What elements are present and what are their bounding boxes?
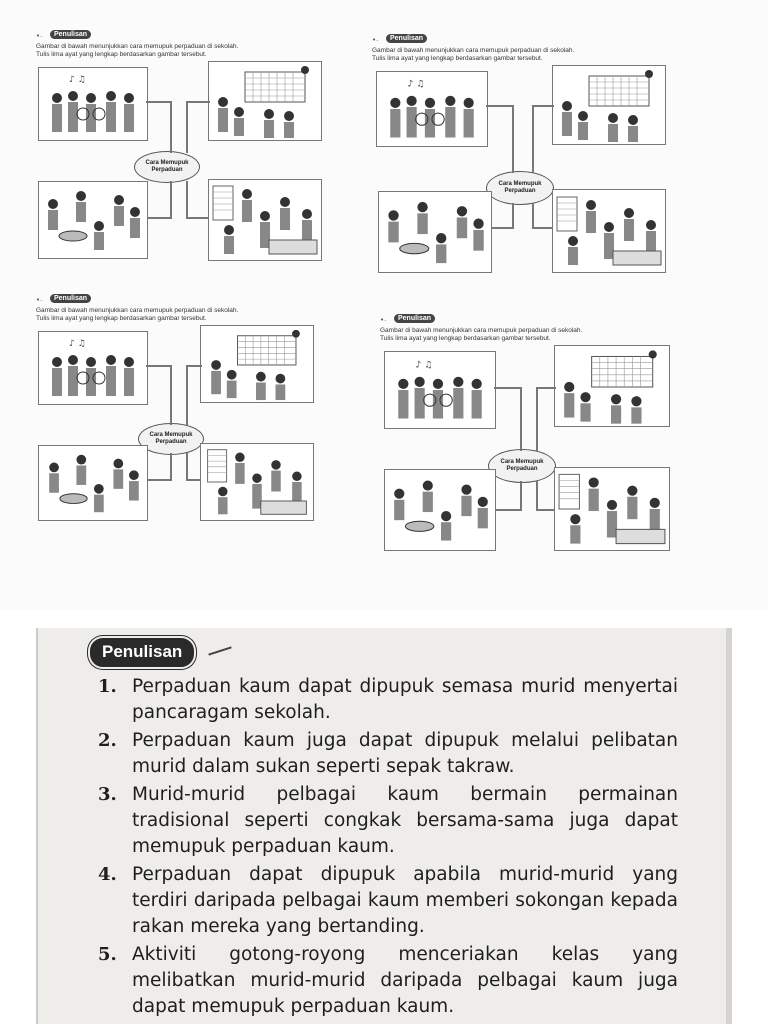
list-item: 5. Aktiviti gotong-royong menceriakan kelas yang melibatkan murid-murid daripada pelbagai kaum juga dapat memupuk perpaduan kaum.: [98, 944, 678, 1017]
answer-sheet: [36, 628, 732, 1024]
svg-text:♪ ♫: ♪ ♫: [407, 78, 425, 90]
worksheet-copy: [380, 314, 680, 554]
marching-band-image: [38, 331, 148, 405]
svg-text:♪ ♫: ♪ ♫: [415, 359, 433, 371]
congkak-game-image: [384, 469, 496, 551]
svg-text:♪ ♫: ♪ ♫: [69, 75, 86, 85]
answer-text: Perpaduan dapat dipupuk apabila murid-murid yang terdiri daripada pelbagai kaum memberi sokongan kepada rakan mereka yang bertanding.: [132, 864, 678, 937]
worksheet-instruction: Gambar di bawah menunjukkan cara memupuk perpaduan di sekolah. Tulis lima ayat yang lengkap berdasarkan gambar tersebut.: [372, 47, 575, 62]
penulisan-badge: Penulisan: [90, 638, 194, 667]
worksheet-badge: Penulisan: [386, 34, 427, 43]
list-item: 4. Perpaduan dapat dipupuk apabila murid-murid yang terdiri daripada pelbagai kaum memberi sokongan kepada rakan mereka yang bertanding.: [98, 864, 678, 937]
worksheet-instruction: Gambar di bawah menunjukkan cara memupuk perpaduan di sekolah. Tulis lima ayat yang lengkap berdasarkan gambar tersebut.: [380, 327, 583, 342]
center-topic-oval: Cara Memupuk Perpaduan: [134, 151, 200, 183]
worksheet-copy: [36, 30, 336, 275]
sparkle-icon: •˴: [36, 296, 43, 304]
gotong-royong-image: [552, 189, 666, 273]
center-topic-oval: Cara Memupuk Perpaduan: [488, 449, 556, 483]
center-topic-oval: Cara Memupuk Perpaduan: [138, 423, 204, 455]
worksheet-copy: [372, 34, 672, 279]
gotong-royong-image: [208, 179, 322, 261]
worksheet-badge: Penulisan: [50, 30, 91, 39]
svg-text:♪ ♫: ♪ ♫: [69, 339, 86, 349]
marching-band-image: [38, 67, 148, 141]
congkak-game-image: [378, 191, 492, 273]
worksheet-copy: [36, 294, 336, 524]
answer-list: [98, 674, 678, 1022]
sepak-takraw-image: [554, 345, 670, 427]
congkak-game-image: [38, 181, 148, 259]
answer-text: Aktiviti gotong-royong menceriakan kelas yang melibatkan murid-murid daripada pelbagai kaum juga dapat memupuk perpaduan kaum.: [132, 944, 678, 1017]
worksheet-badge: Penulisan: [50, 294, 91, 303]
list-item: 3. Murid-murid pelbagai kaum bermain permainan tradisional seperti congkak bersama-sama juga dapat memupuk perpaduan kaum.: [98, 784, 678, 857]
worksheet-instruction: Gambar di bawah menunjukkan cara memupuk perpaduan di sekolah. Tulis lima ayat yang lengkap berdasarkan gambar tersebut.: [36, 307, 239, 322]
worksheet-badge: Penulisan: [394, 314, 435, 323]
worksheet-instruction: Gambar di bawah menunjukkan cara memupuk perpaduan di sekolah. Tulis lima ayat yang lengkap berdasarkan gambar tersebut.: [36, 43, 239, 58]
sepak-takraw-image: [208, 61, 322, 141]
marching-band-image: [376, 71, 488, 147]
sepak-takraw-image: [200, 325, 314, 403]
center-topic-oval: Cara Memupuk Perpaduan: [486, 171, 554, 205]
answer-text: Murid-murid pelbagai kaum bermain permainan tradisional seperti congkak bersama-sama juga dapat memupuk perpaduan kaum.: [132, 784, 678, 857]
sparkle-icon: •˴: [36, 32, 43, 40]
sparkle-icon: •˴: [380, 316, 387, 324]
marching-band-image: [384, 351, 496, 429]
answer-text: Perpaduan kaum juga dapat dipupuk melalui pelibatan murid dalam sukan seperti sepak takraw.: [132, 730, 678, 777]
sparkle-icon: •˴: [372, 36, 379, 44]
list-item: 2. Perpaduan kaum juga dapat dipupuk melalui pelibatan murid dalam sukan seperti sepak takraw.: [98, 730, 678, 777]
gotong-royong-image: [200, 443, 314, 521]
answer-text: Perpaduan kaum dapat dipupuk semasa murid menyertai pancaragam sekolah.: [132, 676, 678, 723]
congkak-game-image: [38, 445, 148, 521]
list-item: 1. Perpaduan kaum dapat dipupuk semasa murid menyertai pancaragam sekolah.: [98, 676, 678, 723]
sepak-takraw-image: [552, 65, 666, 145]
gotong-royong-image: [554, 467, 670, 551]
